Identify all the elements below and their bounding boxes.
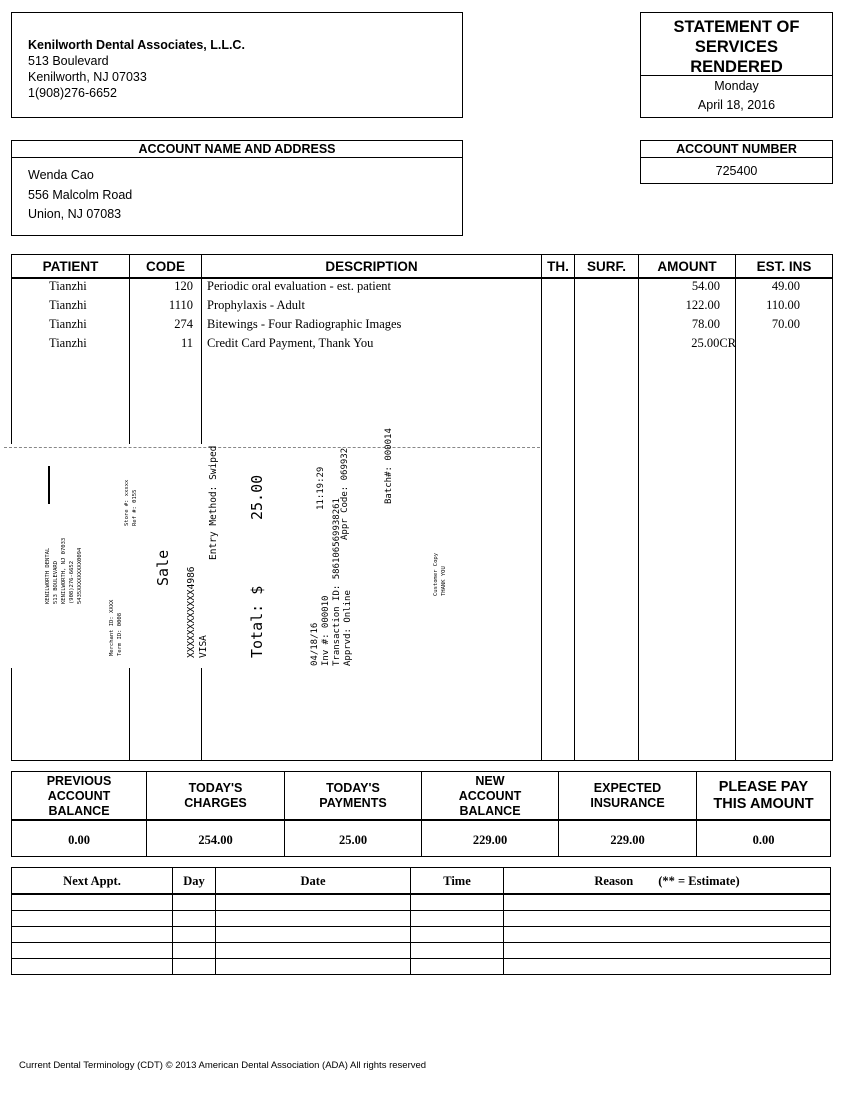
please-pay-value: 0.00 xyxy=(752,832,775,847)
previous-balance-value: 0.00 xyxy=(68,832,90,847)
receipt-entry-method: Entry Method: Swiped xyxy=(208,445,219,560)
receipt-total-currency: $ xyxy=(248,585,266,595)
receipt-card-block xyxy=(186,566,210,658)
totals-header-new-balance: NEW ACCOUNT BALANCE xyxy=(458,773,522,818)
totals-header-please-pay: PLEASE PAY THIS AMOUNT xyxy=(713,779,814,812)
row-description: Prophylaxis - Adult xyxy=(207,298,305,312)
col-header-description: DESCRIPTION xyxy=(325,259,418,274)
account-name: Wenda Cao xyxy=(28,168,94,182)
todays-payments-value: 25.00 xyxy=(338,832,368,847)
receipt-merchant-line: (908)276-6652 xyxy=(69,560,75,604)
col-header-code: CODE xyxy=(145,259,185,274)
receipt-ref-block xyxy=(123,480,139,526)
receipt-total-line xyxy=(248,586,266,658)
totals-header-expected-insurance: EXPECTED INSURANCE xyxy=(590,781,665,810)
practice-name: Kenilworth Dental Associates, L.L.C. xyxy=(28,38,245,52)
col-header-est-ins: EST. INS xyxy=(756,259,812,274)
receipt-copy-label: Customer Copy xyxy=(433,552,439,596)
row-code: 11 xyxy=(180,336,193,350)
receipt-tear-edge xyxy=(4,447,540,450)
receipt-date: 04/18/16 xyxy=(310,622,320,666)
totals-header-previous-balance: PREVIOUS ACCOUNT BALANCE xyxy=(46,773,112,818)
row-est-ins: 70.00 xyxy=(771,317,800,331)
row-patient: Tianzhi xyxy=(49,317,87,331)
receipt-batch: Batch#: 000014 xyxy=(384,428,394,504)
col-header-patient: PATIENT xyxy=(42,259,99,274)
receipt-thanks: THANK YOU xyxy=(441,566,447,596)
receipt-customer-copy xyxy=(432,553,448,596)
statement-day: Monday xyxy=(714,79,759,93)
statement-date: April 18, 2016 xyxy=(697,98,776,112)
receipt-term-id: Term ID: 0008 xyxy=(117,612,123,656)
row-amount: 122.00 xyxy=(685,298,720,312)
account-number-header: ACCOUNT NUMBER xyxy=(641,141,832,158)
appt-header-next: Next Appt. xyxy=(63,874,121,888)
receipt-total-amount: 25.00 xyxy=(248,474,266,520)
row-description: Credit Card Payment, Thank You xyxy=(207,336,374,350)
account-street: 556 Malcolm Road xyxy=(28,187,133,202)
practice-info xyxy=(11,12,463,118)
practice-city: Kenilworth, NJ 07033 xyxy=(28,70,147,84)
totals-summary xyxy=(11,771,831,857)
appt-header-reason: Reason (** = Estimate) xyxy=(594,874,740,888)
row-code: 1110 xyxy=(168,298,193,312)
receipt-merchant-line: KENILWORTH, NJ 07033 xyxy=(61,537,67,604)
row-description: Periodic oral evaluation - est. patient xyxy=(207,279,391,293)
statement-title xyxy=(641,13,832,76)
todays-charges-value: 254.00 xyxy=(198,832,233,847)
account-name-address xyxy=(11,140,463,236)
row-amount: 25.00CR xyxy=(691,336,736,350)
appt-header-date: Date xyxy=(300,874,326,888)
table-row xyxy=(12,334,832,353)
receipt-merchant-line: 5435XXXXXXXXX0094 xyxy=(77,547,83,604)
receipt-ref: Ref #: 0155 xyxy=(132,489,138,526)
receipt-sale: Sale xyxy=(154,549,172,586)
receipt-time: 11:19:29 xyxy=(316,466,326,510)
row-est-ins: 110.00 xyxy=(766,298,800,312)
receipt-merchant-id: Merchant ID: XXXX xyxy=(109,599,115,656)
table-row xyxy=(12,296,832,315)
row-description: Bitewings - Four Radiographic Images xyxy=(207,317,402,331)
receipt-merchant-ids xyxy=(108,600,124,656)
receipt-inv: Inv #: 000010 xyxy=(321,595,331,666)
receipt-store: Store #: xxxxx xyxy=(124,479,130,526)
col-header-tooth: TH. xyxy=(547,259,569,274)
row-patient: Tianzhi xyxy=(49,298,87,312)
account-city: Union, NJ 07083 xyxy=(28,207,122,221)
practice-phone: 1(908)276-6652 xyxy=(28,86,117,100)
table-row xyxy=(12,277,832,296)
appointments-table xyxy=(11,867,831,975)
totals-header-todays-payments: TODAY'S PAYMENTS xyxy=(319,781,387,810)
statement-title-line: STATEMENT OF xyxy=(673,18,800,36)
statement-title-box xyxy=(640,12,833,118)
row-code: 120 xyxy=(174,279,193,293)
row-code: 274 xyxy=(174,317,193,331)
new-balance-value: 229.00 xyxy=(472,832,508,847)
receipt-merchant-line: KENILWORTH DENTAL xyxy=(45,547,51,604)
row-amount: 54.00 xyxy=(691,279,720,293)
col-header-amount: AMOUNT xyxy=(657,259,717,274)
row-patient: Tianzhi xyxy=(49,336,87,350)
receipt-merchant-line: 513 BOULEVARD xyxy=(53,560,59,604)
row-patient: Tianzhi xyxy=(49,279,87,293)
row-est-ins: 49.00 xyxy=(771,279,800,293)
receipt-card-type: VISA xyxy=(198,635,209,658)
receipt-appr-code: Appr Code: 069932 xyxy=(340,447,350,540)
row-amount: 78.00 xyxy=(691,317,720,331)
col-header-surface: SURF. xyxy=(586,259,626,274)
receipt-merchant-block xyxy=(44,538,84,604)
copyright-footer: Current Dental Terminology (CDT) © 2013 American Dental Association (ADA) All rights reserved xyxy=(19,1060,427,1071)
statement-title-line: RENDERED xyxy=(690,58,783,76)
credit-card-receipt xyxy=(4,428,540,668)
receipt-apprvd: Apprvd: Online xyxy=(343,590,353,666)
statement-title-line: SERVICES xyxy=(694,38,779,56)
receipt-card-number: XXXXXXXXXXXX4986 xyxy=(186,566,197,658)
practice-street: 513 Boulevard xyxy=(28,54,109,68)
appt-header-time: Time xyxy=(443,874,471,888)
table-row xyxy=(12,315,832,334)
expected-insurance-value: 229.00 xyxy=(610,832,645,847)
account-header: ACCOUNT NAME AND ADDRESS xyxy=(12,141,462,158)
appt-header-day: Day xyxy=(183,874,205,888)
account-number-box xyxy=(640,140,833,184)
account-number-value: 725400 xyxy=(715,164,758,178)
receipt-total-label: Total: xyxy=(248,603,266,658)
totals-header-todays-charges: TODAY'S CHARGES xyxy=(184,781,247,810)
receipt-transaction-id: Transaction ID: 586106569938261 xyxy=(332,498,342,666)
receipt-mark xyxy=(48,466,50,504)
